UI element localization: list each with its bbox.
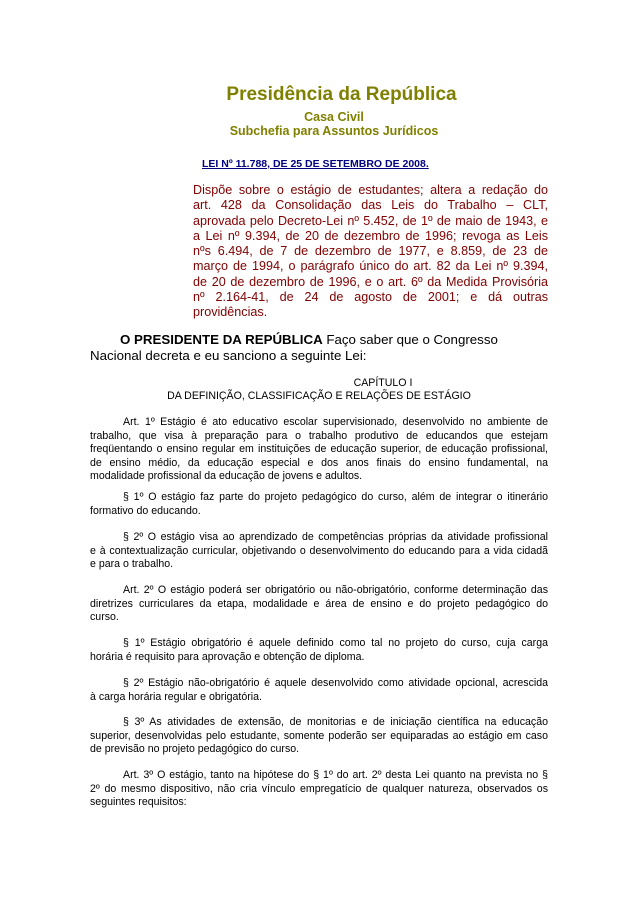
preamble-text: Faço saber que o Congresso [322,332,498,347]
text-line: freqüentando o ensino regular em instituições de educação superior, de educação profissional, [90,443,548,456]
preamble-line-2: Nacional decreta e eu sanciono a seguinte Lei: [90,348,367,363]
text-line: curso. [90,611,119,624]
ementa-line: Dispõe sobre o estágio de estudantes; altera a redação do [193,183,548,197]
text-line: de previsão no projeto pedagógico do curso. [90,743,300,756]
text-line: de ensino médio, da educação especial e dos anos finais do ensino fundamental, na [90,456,548,469]
ementa-line: art. 428 da Consolidação das Leis do Trabalho – CLT, [193,198,548,213]
text-line: à carga horária regular e obrigatória. [90,690,262,703]
preamble-president: O PRESIDENTE DA REPÚBLICA [120,332,323,347]
chapter-number: CAPÍTULO I [353,377,413,389]
text-line: 2º do mesmo dispositivo, não cria vínculo empregatício de qualquer natureza, observados os [90,782,548,795]
ementa-line: nºs 6.494, de 7 de dezembro de 1977, e 8.859, de 23 de [193,244,548,259]
page-subtitle-subchefia: Subchefia para Assuntos Jurídicos [229,124,439,138]
text-line: superior, desenvolvidas pelo estudante, somente poderão ser equiparadas ao estágio em caso [90,729,548,742]
ementa-line: março de 1994, o parágrafo único do art. 82 da Lei nº 9.394, [193,259,548,274]
text-line: seguintes requisitos: [90,796,187,809]
article-1-paragraph-2 [90,531,548,572]
article-1-paragraph-1 [90,491,548,518]
text-line: diretrizes curriculares da etapa, modalidade e área de ensino e do projeto pedagógico do [90,597,548,610]
page-subtitle-casa-civil: Casa Civil [304,110,364,124]
ementa-block [193,183,548,321]
text-line: Art. 2º O estágio poderá ser obrigatório ou não-obrigatório, conforme determinação das [123,584,548,596]
text-line: modalidade profissional da educação de jovens e adultos. [90,470,363,483]
ementa-line: de 20 de dezembro de 1996, e o art. 6º da Medida Provisória [193,274,548,289]
article-2 [90,584,548,625]
ementa-line: a Lei nº 9.394, de 20 de dezembro de 1996; revoga as Leis [193,228,548,243]
text-line: § 3º As atividades de extensão, de monitorias e de iniciação científica na educação [123,716,548,728]
preamble-line [90,331,580,348]
text-line: § 2º Estágio não-obrigatório é aquele desenvolvido como atividade opcional, acrescida [123,677,548,689]
article-3 [90,769,548,810]
text-line: § 1º O estágio faz parte do projeto pedagógico do curso, além de integrar o itinerário [123,491,548,503]
text-line: e para o trabalho. [90,558,174,571]
article-2-paragraph-2 [90,677,548,704]
text-line: trabalho, que visa à preparação para o trabalho produtivo de educandos que estejam [90,429,548,442]
article-2-paragraph-3 [90,716,548,757]
page-title: Presidência da República [226,84,457,105]
ementa-line: nº 2.164-41, de 24 de agosto de 2001; e dá outras [193,290,548,305]
text-line: Art. 3º O estágio, tanto na hipótese do § 1º do art. 2º desta Lei quanto na prevista no § [123,769,548,781]
article-2-paragraph-1 [90,637,548,664]
ementa-line: providências. [193,305,268,320]
text-line: horária é requisito para aprovação e obtenção de diploma. [90,650,365,663]
text-line: § 1º Estágio obrigatório é aquele definido como tal no projeto do curso, cuja carga [123,637,548,649]
article-1 [90,416,548,484]
text-line: § 2º O estágio visa ao aprendizado de competências próprias da atividade profissional [123,531,548,543]
text-line: formativo do educando. [90,504,201,517]
text-line: Art. 1º Estágio é ato educativo escolar supervisionado, desenvolvido no ambiente de [123,416,548,428]
law-title-link[interactable]: LEI Nº 11.788, DE 25 DE SETEMBRO DE 2008. [202,158,429,170]
ementa-line: aprovada pelo Decreto-Lei nº 5.452, de 1º de maio de 1943, e [193,213,548,228]
text-line: e à contextualização curricular, objetivando o desenvolvimento do educando para a vida cidadã [90,544,548,557]
chapter-title: DA DEFINIÇÃO, CLASSIFICAÇÃO E RELAÇÕES DE ESTÁGIO [167,390,471,402]
